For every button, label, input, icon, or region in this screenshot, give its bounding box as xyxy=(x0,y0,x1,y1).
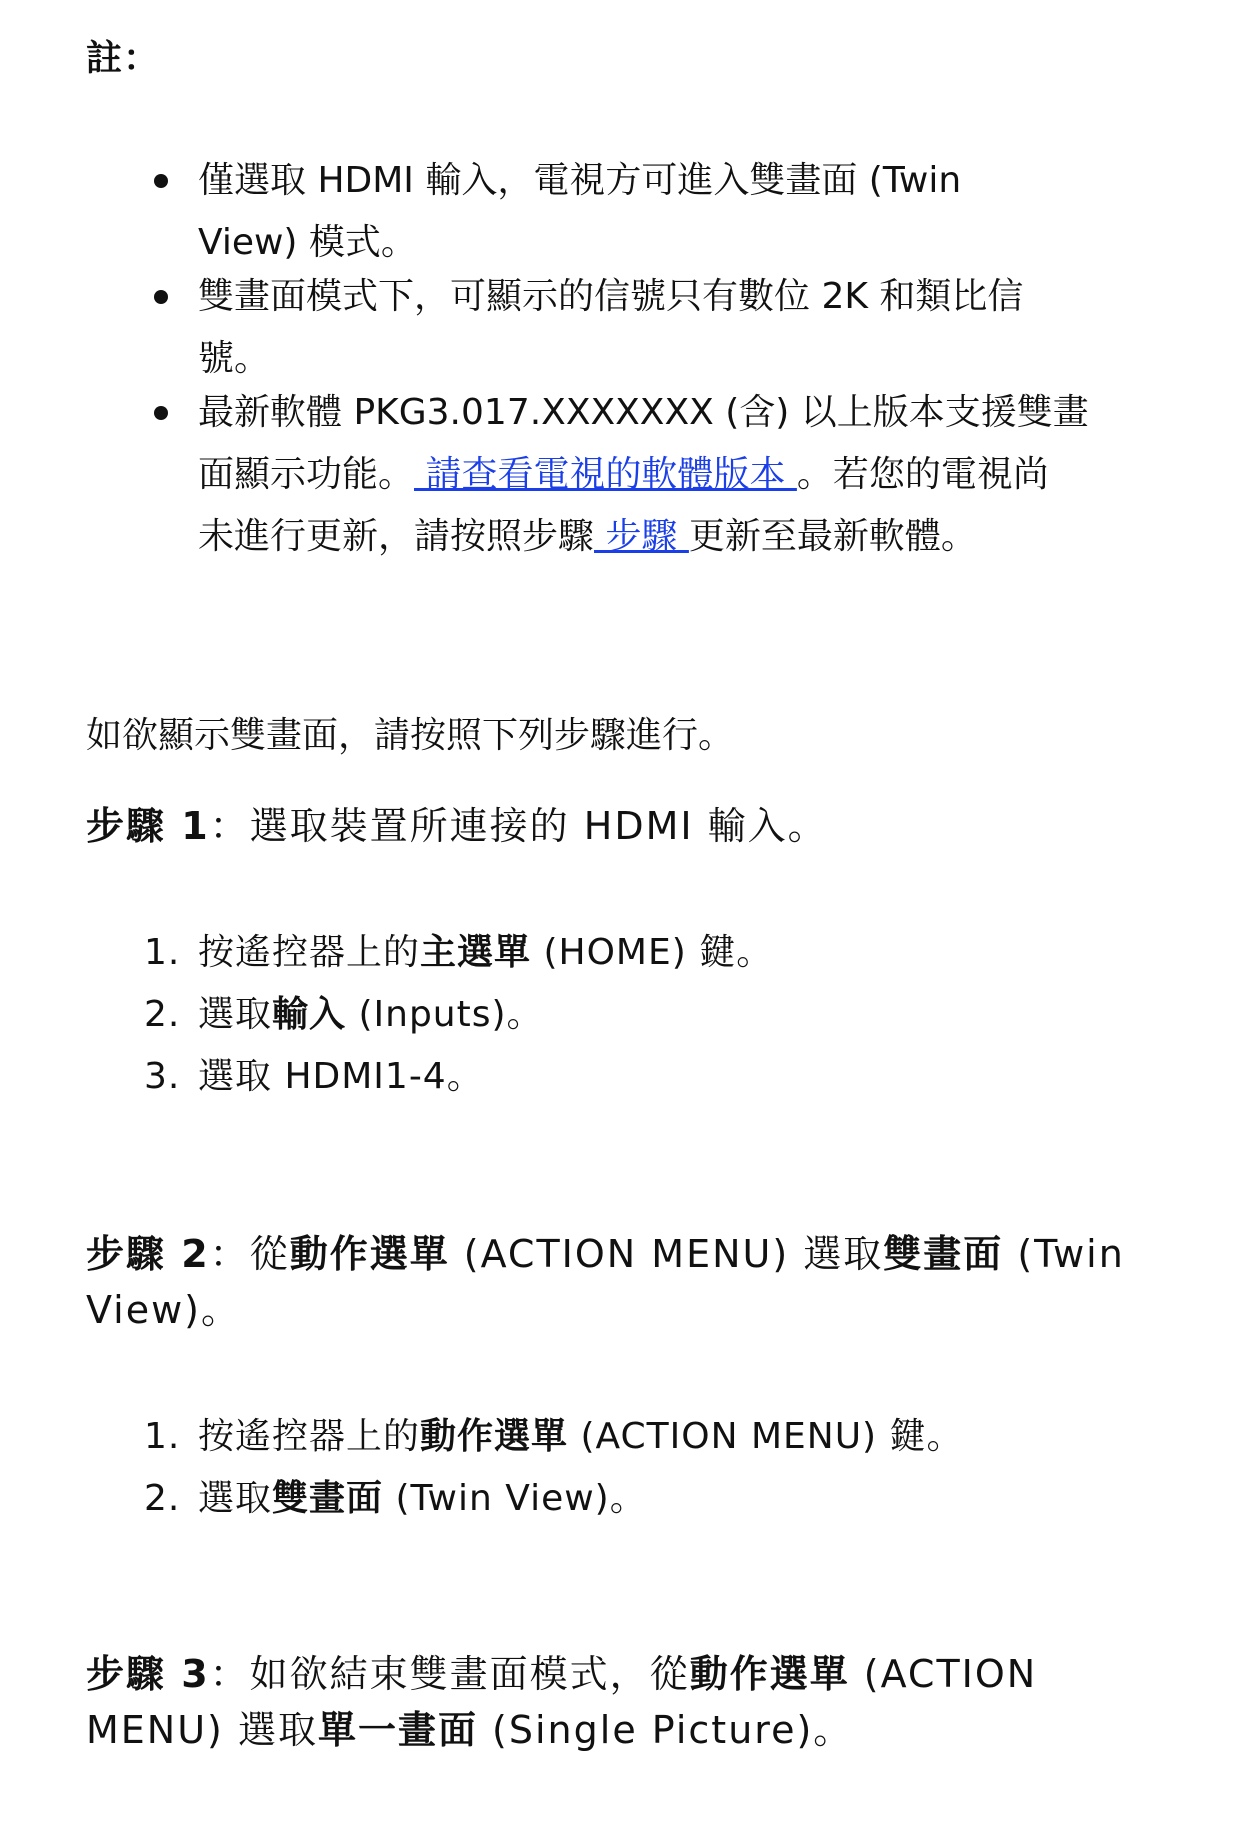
item-number: 2. xyxy=(144,994,181,1035)
list-item xyxy=(86,266,1198,390)
software-version-link[interactable]: 請查看電視的軟體版本 xyxy=(414,454,797,495)
item-number: 2. xyxy=(144,1478,181,1519)
item-text: (HOME) 鍵。 xyxy=(531,932,774,973)
item-bold: 主選單 xyxy=(420,932,532,973)
bullet-text: 更新至最新軟體。 xyxy=(688,516,977,557)
step3-bold: 單一畫面 xyxy=(317,1708,478,1752)
note-bullet-list xyxy=(86,150,1166,568)
bullet-text-line: 最新軟體 PKG3.017.XXXXXXX (含) 以上版本支援雙畫 xyxy=(198,392,1089,433)
bullet-text-line: 雙畫面模式下，可顯示的信號只有數位 2K 和類比信 xyxy=(198,276,1024,317)
bullet-text-line: 僅選取 HDMI 輸入，電視方可進入雙畫面 (Twin xyxy=(198,160,962,201)
list-item xyxy=(86,1406,1166,1468)
intro-text: 如欲顯示雙畫面，請按照下列步驟進行。 xyxy=(86,715,735,756)
note-title: 註： xyxy=(86,38,161,79)
item-bold: 雙畫面 xyxy=(272,1478,384,1519)
step2-label: 步驟 2 xyxy=(86,1232,210,1276)
list-item xyxy=(86,1046,1166,1108)
step3-label: 步驟 3 xyxy=(86,1652,210,1696)
item-text: 按遙控器上的 xyxy=(198,1416,421,1457)
step2-bold: 雙畫面 xyxy=(883,1232,1004,1276)
step1-title xyxy=(86,798,1166,854)
item-text: 選取 HDMI1-4。 xyxy=(198,1056,484,1097)
step2-title xyxy=(86,1226,1166,1338)
step3-text: ：如欲結束雙畫面模式，從 xyxy=(209,1652,690,1696)
step2-text: (Twin View)。 xyxy=(86,1232,1125,1332)
list-item xyxy=(86,922,1166,984)
step1-text: ：選取裝置所連接的 HDMI 輸入。 xyxy=(209,804,828,848)
list-item xyxy=(86,1468,1166,1530)
step2-bold: 動作選單 xyxy=(289,1232,450,1276)
item-bold: 動作選單 xyxy=(420,1416,569,1457)
item-text: (Twin View)。 xyxy=(383,1478,647,1519)
item-text: 按遙控器上的 xyxy=(198,932,421,973)
step2-list xyxy=(86,1406,1166,1530)
item-number: 1. xyxy=(144,1416,181,1457)
item-text: 選取 xyxy=(198,994,273,1035)
step2-text: (ACTION MENU) 選取 xyxy=(449,1232,884,1276)
steps-link[interactable]: 步驟 xyxy=(594,516,689,557)
step3-title xyxy=(86,1646,1166,1758)
bullet-dot-icon xyxy=(154,174,168,188)
step1-list xyxy=(86,922,1166,1108)
list-item xyxy=(86,984,1166,1046)
bullet-text: 面顯示功能。 xyxy=(198,454,415,495)
bullet-dot-icon xyxy=(154,406,168,420)
step3-text: (ACTION MENU) 選取 xyxy=(86,1652,1038,1752)
step3-bold: 動作選單 xyxy=(689,1652,850,1696)
item-text: 選取 xyxy=(198,1478,273,1519)
step2-text: ：從 xyxy=(209,1232,290,1276)
item-bold: 輸入 xyxy=(272,994,347,1035)
list-item xyxy=(86,382,1198,568)
step1-label: 步驟 1 xyxy=(86,804,210,848)
item-number: 3. xyxy=(144,1056,181,1097)
item-text: (ACTION MENU) 鍵。 xyxy=(568,1416,964,1457)
list-item xyxy=(86,150,1198,274)
item-text: (Inputs)。 xyxy=(346,994,544,1035)
bullet-dot-icon xyxy=(154,290,168,304)
bullet-text: 未進行更新，請按照步驟 xyxy=(198,516,595,557)
bullet-text-line: View) 模式。 xyxy=(198,222,417,263)
bullet-text-line: 號。 xyxy=(198,338,271,379)
bullet-text: 。若您的電視尚 xyxy=(796,454,1049,495)
item-number: 1. xyxy=(144,932,181,973)
step3-text: (Single Picture)。 xyxy=(477,1708,854,1752)
